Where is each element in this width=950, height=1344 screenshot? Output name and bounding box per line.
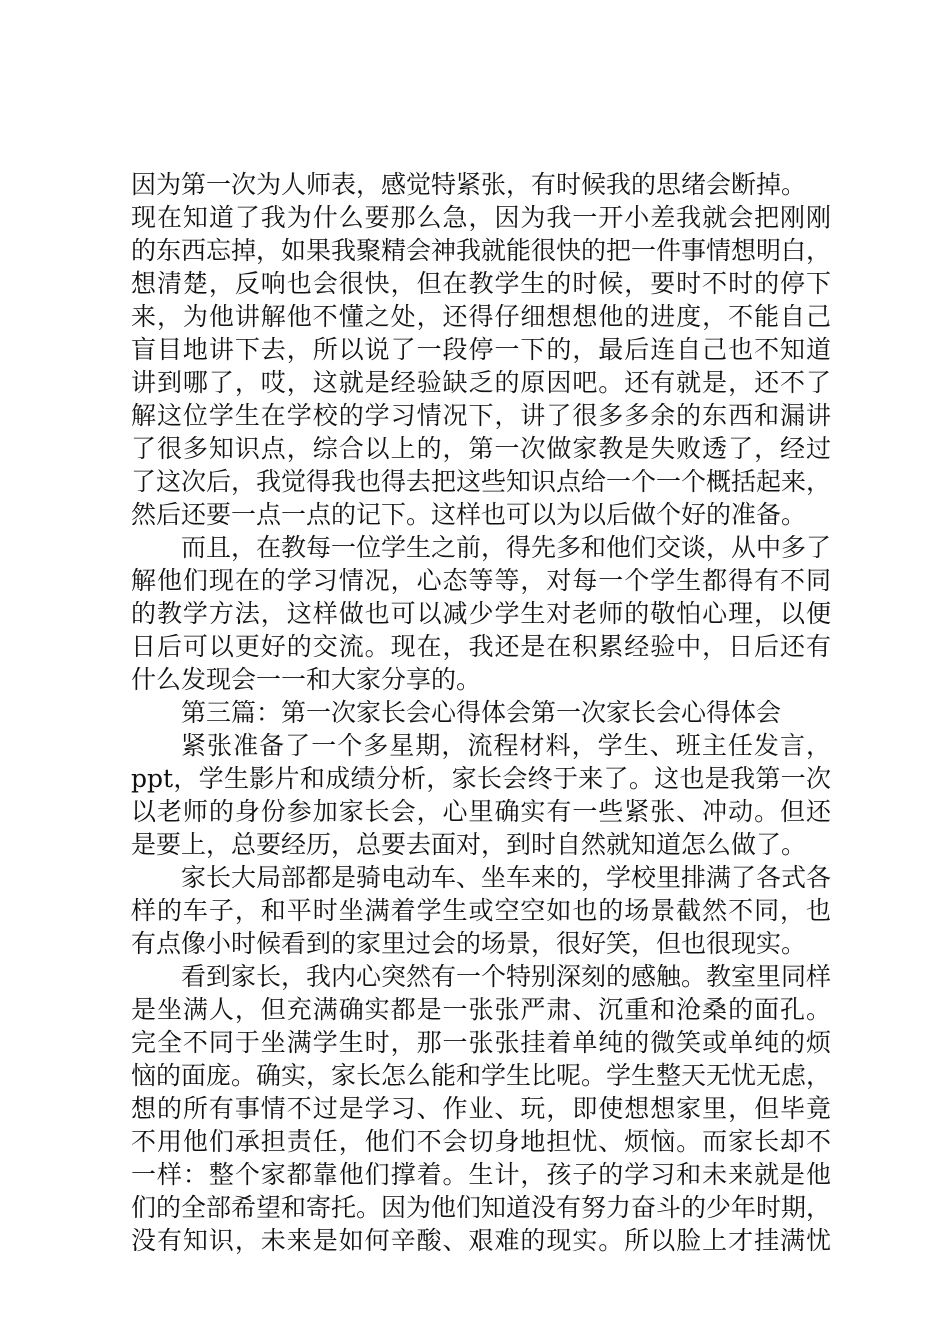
text-line: 没有知识，未来是如何辛酸、艰难的现实。所以脸上才挂满忧 — [131, 1226, 831, 1255]
text-line: 因为第一次为人师表，感觉特紧张，有时候我的思绪会断掉。 — [131, 170, 807, 199]
text-line: 有点像小时候看到的家里过会的场景，很好笑，但也很现实。 — [131, 929, 807, 958]
text-line: 了这次后，我觉得我也得去把这些知识点给一个一个概括起来， — [131, 467, 832, 496]
text-line: 紧张准备了一个多星期，流程材料，学生、班主任发言， — [181, 731, 831, 760]
text-line: ppt，学生影片和成绩分析，家长会终于来了。这也是我第一次 — [131, 764, 831, 793]
text-line: 的东西忘掉，如果我聚精会神我就能很快的把一件事情想明白， — [131, 236, 832, 265]
text-line: 现在知道了我为什么要那么急，因为我一开小差我就会把刚刚 — [131, 203, 831, 232]
text-line: 不用他们承担责任，他们不会切身地担忧、烦恼。而家长却不 — [131, 1127, 831, 1156]
text-line: 看到家长，我内心突然有一个特别深刻的感触。教室里同样 — [181, 962, 832, 991]
text-line: 日后可以更好的交流。现在，我还是在积累经验中，日后还有 — [131, 632, 831, 661]
text-line: 盲目地讲下去，所以说了一段停一下的，最后连自己也不知道 — [131, 335, 831, 364]
document-page — [131, 168, 831, 1257]
text-line: 是坐满人，但充满确实都是一张张严肃、沉重和沧桑的面孔。 — [131, 995, 831, 1024]
text-line: 然后还要一点一点的记下。这样也可以为以后做个好的准备。 — [131, 500, 807, 529]
text-line: 的教学方法，这样做也可以减少学生对老师的敬怕心理，以便 — [131, 599, 831, 628]
text-line: 想的所有事情不过是学习、作业、玩，即使想想家里，但毕竟 — [131, 1094, 831, 1123]
text-line: 完全不同于坐满学生时，那一张张挂着单纯的微笑或单纯的烦 — [131, 1028, 831, 1057]
text-line: 了很多知识点，综合以上的，第一次做家教是失败透了，经过 — [131, 434, 831, 463]
text-line: 而且，在教每一位学生之前，得先多和他们交谈，从中多了 — [181, 533, 832, 562]
text-line: 们的全部希望和寄托。因为他们知道没有努力奋斗的少年时期， — [131, 1193, 832, 1222]
text-line: 一样：整个家都靠他们撑着。生计，孩子的学习和未来就是他 — [131, 1160, 831, 1189]
text-line: 样的车子，和平时坐满着学生或空空如也的场景截然不同，也 — [131, 896, 831, 925]
text-line: 想清楚，反响也会很快，但在教学生的时候，要时不时的停下 — [131, 269, 831, 298]
text-line: 解他们现在的学习情况，心态等等，对每一个学生都得有不同 — [131, 566, 831, 595]
text-line: 什么发现会一一和大家分享的。 — [131, 665, 482, 694]
text-line: 来，为他讲解他不懂之处，还得仔细想想他的进度，不能自己 — [131, 302, 831, 331]
text-line: 家长大局部都是骑电动车、坐车来的，学校里排满了各式各 — [181, 863, 832, 892]
text-line: 讲到哪了，哎，这就是经验缺乏的原因吧。还有就是，还不了 — [131, 368, 831, 397]
text-line: 解这位学生在学校的学习情况下，讲了很多多余的东西和漏讲 — [131, 401, 831, 430]
text-line: 是要上，总要经历，总要去面对，到时自然就知道怎么做了。 — [131, 830, 807, 859]
text-line: 以老师的身份参加家长会，心里确实有一些紧张、冲动。但还 — [131, 797, 831, 826]
text-line: 第三篇：第一次家长会心得体会第一次家长会心得体会 — [181, 698, 782, 727]
text-line: 恼的面庞。确实，家长怎么能和学生比呢。学生整天无忧无虑， — [131, 1061, 832, 1090]
